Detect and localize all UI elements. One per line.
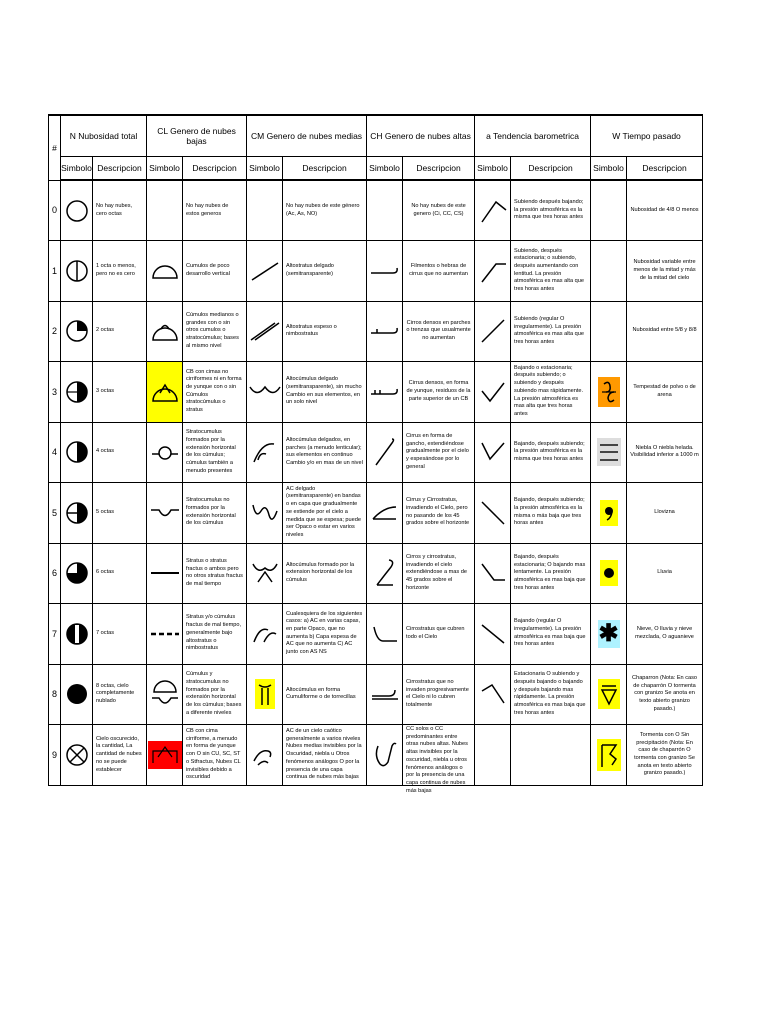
table-row: 2 2 octas Cúmulos medianos o grandes con o sin otros cumulos o stratocúmulus; bases al mismo nivel Altostratus espeso o nimbostratus Cirros densos en parches o trenzas que usualmente no aumentan Subiendo (regular O irregularmente). La presión atmosférica es mas alta que tres horas antes Nubosidad entre 5/8 y 8/8 xyxy=(49,301,703,362)
group-header-cm: CM Genero de nubes medias xyxy=(247,115,367,157)
cirrus-spissatus-icon xyxy=(369,324,401,338)
six-eighths-circle-icon xyxy=(65,561,89,585)
cumulonimbus-calvus-icon xyxy=(150,379,180,405)
crossed-circle-icon xyxy=(65,743,89,767)
group-header-cl: CL Genero de nubes bajas xyxy=(147,115,247,157)
table-row: 5 5 octas Stratocumulus no formados por la extensión horizontal de los cúmulus AC delgado (semitransparente) en bandas o en capa que gradualmente se extiende por el cielo a medida que se espesa; puede ser Opaco o estar en varios niveles Cirrus y Cirrostratus, invadiendo el Cielo, pero no pasando de los 45 grados sobre el horizonte Bajando, después subiendo; la presión atmosférica es la misma o más baja que tres horas antes Llovizna xyxy=(49,483,703,544)
row-number: 1 xyxy=(49,241,61,302)
hash-header: # xyxy=(49,115,61,180)
group-header-w: W Tiempo pasado xyxy=(591,115,703,157)
table-row: 4 4 octas Stratocumulus formados por la extensión horizontal de los cúmulus; cúmulus también a menudo presentes Altocúmulus delgados, en parches (a menudo lenticular); sus elementos en continuo Cambio y/o en mas de un nivel Cirrus en forma de gancho, extendiéndose gradualmente por el cielo y espesándose por lo general Bajando, después subiendo; la presión atmosférica es la misma que tres horas antes Niebla O niebla helada. Visibilidad inferior a 1000 m xyxy=(49,422,703,483)
row-number: 0 xyxy=(49,180,61,241)
ch-description: No hay nubes de este genero (Ci, CC, CS) xyxy=(403,180,475,241)
n-description: No hay nubes, cero octas xyxy=(93,180,147,241)
cirrus-filament-icon xyxy=(369,264,401,278)
half-circle-vertical-icon xyxy=(65,440,89,464)
row-number: 9 xyxy=(49,725,61,786)
group-header-ch: CH Genero de nubes altas xyxy=(367,115,475,157)
cirrostratus-covering-icon xyxy=(371,623,399,645)
five-eighths-circle-icon xyxy=(65,501,89,525)
row-number: 8 xyxy=(49,664,61,725)
cumulonimbus-capillatus-icon xyxy=(148,741,182,769)
cirrus-anvil-icon xyxy=(369,385,401,399)
cirrostratus-above-45-icon xyxy=(373,557,397,589)
row-number: 2 xyxy=(49,301,61,362)
cl-description: No hay nubes de estos generos xyxy=(183,180,247,241)
cirrostratus-partial-icon xyxy=(369,686,401,702)
dip-then-rise-icon xyxy=(478,377,508,407)
symbol-subheader: Simbolo xyxy=(591,157,627,181)
table-row: 8 8 octas, cielo completamente nublado Cúmulus y stratocumulus no formados por la extensión horizontal de los cúmulus; bases a diferente niveles Altocúmulus en forma Cumuliforme o de torrecillas Cirrostratus que no invaden progresivamente el Cielo ni lo cubren totalmente Estacionaria O subiendo y después bajando o bajando y después bajando mas rápidamente. La presión atmosférica es mas baja que tres horas antes Chaparron (Nota: En caso de chaparrón O tormenta con granizo Se anota en texto abierto granizo pasado.) xyxy=(49,664,703,725)
stratocumulus-cumulogenitus-icon xyxy=(150,441,180,463)
rise-then-fall-icon xyxy=(478,196,508,226)
altostratus-thick-icon xyxy=(249,320,281,342)
description-subheader: Descripcion xyxy=(511,157,591,181)
rain-icon xyxy=(600,560,618,586)
cirrus-uncinus-icon xyxy=(372,437,398,467)
drizzle-icon xyxy=(600,500,618,526)
altocumulus-lenticular-icon xyxy=(250,438,280,466)
filled-circle-icon xyxy=(65,682,89,706)
table-row: 3 3 octas CB con cimas no cirriformes ni en forma de yunque con o sin Cúmulos stratocúmulus o stratus Altocúmulus delgado (semitransparente), sin mucho Cambio en sus elementos, en un solo nivel Cirrus densos, en forma de yunque, residuos de la parte superior de un CB Bajando o estacionaria; después subiendo; o subiendo y después subiendo mas rápidamente. La presión atmosférica es mas alta que tres horas antes Tempestad de polvo o de arena xyxy=(49,362,703,423)
row-number: 6 xyxy=(49,543,61,604)
altocumulus-layers-icon xyxy=(250,620,280,648)
cirrocumulus-icon xyxy=(372,740,398,770)
cumulus-mediocris-icon xyxy=(151,320,179,342)
fog-icon xyxy=(597,438,621,466)
description-subheader: Descripcion xyxy=(283,157,367,181)
a-description: Subiendo después bajando; la presión atmosférica es la misma que tres horas antes xyxy=(511,180,591,241)
fractostratus-icon xyxy=(149,629,181,639)
cm-description: No hay nubes de este género (Ac, As, NO) xyxy=(283,180,367,241)
empty-circle-icon xyxy=(65,199,89,223)
snow-icon: ✱ xyxy=(598,619,619,647)
row-number: 3 xyxy=(49,362,61,423)
a-symbol-cell xyxy=(475,180,511,241)
description-subheader: Descripcion xyxy=(403,157,475,181)
cumulus-humilis-icon xyxy=(151,262,179,280)
falling-line-icon xyxy=(478,498,508,528)
fall-then-rise-icon xyxy=(478,437,508,467)
altocumulus-castellanus-icon xyxy=(255,679,275,709)
table-row: 9 Cielo oscurecido, la cantidad, La cantidad de nubes no se puede establecer CB con cima cirriforme, a menudo en forma de yunque con O sin CU, SC, ST o Stfractus, Nubes CL invisibles debido a oscuridad AC de un cielo caótico generalmente a varios niveles Nubes medias invisibles por la Oscuridad, niebla u Otros fenómenos análogos O por la presencia de una capa continua de nubes más bajas CC solos o CC predominantes entre otras nubes altas. Nubes altas invisibles por la oscuridad, niebla u otros fenómenos análogos o por la presencia de una capa continua de nubes más bajas Tormenta con O Sin precipitación (Nota: En caso de chaparrón O tormenta con granizo Se anota en texto abierto granizo pasado.) xyxy=(49,725,703,786)
table-row: 1 1 octa o menos, pero no es cero Cumulos de poco desarrollo vertical Altostratus delgado (semitransparente) Filmentos o hebras de cirrus que no aumentan Subiendo, después estacionaria; o subiendo, después aumentando con lentitud. La presión atmosférica es mas alta que tres horas antes Nubosidad variable entre menos de la mitad y más de la mitad del cielo xyxy=(49,241,703,302)
row-number: 5 xyxy=(49,483,61,544)
description-subheader: Descripcion xyxy=(627,157,703,181)
rising-line-icon xyxy=(478,316,508,346)
altostratus-thin-icon xyxy=(249,260,281,282)
falling-line-icon xyxy=(478,619,508,649)
altocumulus-bands-icon xyxy=(250,499,280,527)
n-symbol-cell xyxy=(61,180,93,241)
symbol-subheader: Simbolo xyxy=(147,157,183,181)
description-subheader: Descripcion xyxy=(93,157,147,181)
shower-icon xyxy=(598,679,620,709)
duststorm-icon xyxy=(598,377,620,407)
seven-eighths-circle-icon xyxy=(65,622,89,646)
steady-then-fall-icon xyxy=(478,679,508,709)
symbol-subheader: Simbolo xyxy=(61,157,93,181)
stratus-icon xyxy=(149,568,181,578)
description-subheader: Descripcion xyxy=(183,157,247,181)
row-number: 4 xyxy=(49,422,61,483)
cumulus-stratocumulus-icon xyxy=(150,680,180,708)
cloud-code-table xyxy=(48,114,703,794)
w-description: Nubosidad de 4/8 O menos xyxy=(627,180,703,241)
table-row xyxy=(49,180,703,241)
group-header-a: a Tendencia barometrica xyxy=(475,115,591,157)
altocumulus-thin-icon xyxy=(248,384,282,400)
table-row: 6 6 octas Stratus o stratus fractus o ambos pero no otros stratus fractus de mal tiempo Altocúmulus formado por la extension horizontal de los cúmulus Cirros y cirrostratus, invadiendo el cielo extendiéndose a mas de 45 grados sobre el horizonte Bajando, después estacionaria; O bajando mas lentamente. La presión atmosférica es mas baja que tres horas antes Lluvia xyxy=(49,543,703,604)
altocumulus-chaotic-icon xyxy=(250,741,280,769)
quarter-filled-circle-icon xyxy=(65,319,89,343)
cloud-code-table-sheet xyxy=(48,114,702,794)
altocumulus-cumulogenitus-icon xyxy=(250,560,280,586)
symbol-subheader: Simbolo xyxy=(367,157,403,181)
row-number: 7 xyxy=(49,604,61,665)
stratocumulus-icon xyxy=(149,505,181,521)
fall-then-steady-icon xyxy=(478,558,508,588)
half-filled-circle-icon xyxy=(65,380,89,404)
symbol-subheader: Simbolo xyxy=(475,157,511,181)
circle-vertical-line-icon xyxy=(65,259,89,283)
thunderstorm-icon xyxy=(597,739,621,771)
table-row: 7 7 octas Stratus y/o cúmulus fractus de mal tiempo, generalmente bajo altostratus o nimbostratus Cualesquiera de los siguientes casos: a) AC en varias capas, en parte Opaco, que no aumenta b) Capa espesa de AC que no aumenta C) AC junto con AS NS Cirrostratus que cubren todo el Cielo Bajando (regular O irregularmente). La presión atmosférica es mas baja que tres horas antes ✱ Nieve, O lluvia y nieve mezclada, O aguanieve xyxy=(49,604,703,665)
group-header-n: N Nubosidad total xyxy=(61,115,147,157)
rise-then-steady-icon xyxy=(478,256,508,286)
symbol-subheader: Simbolo xyxy=(247,157,283,181)
cirrostratus-below-45-icon xyxy=(370,503,400,523)
